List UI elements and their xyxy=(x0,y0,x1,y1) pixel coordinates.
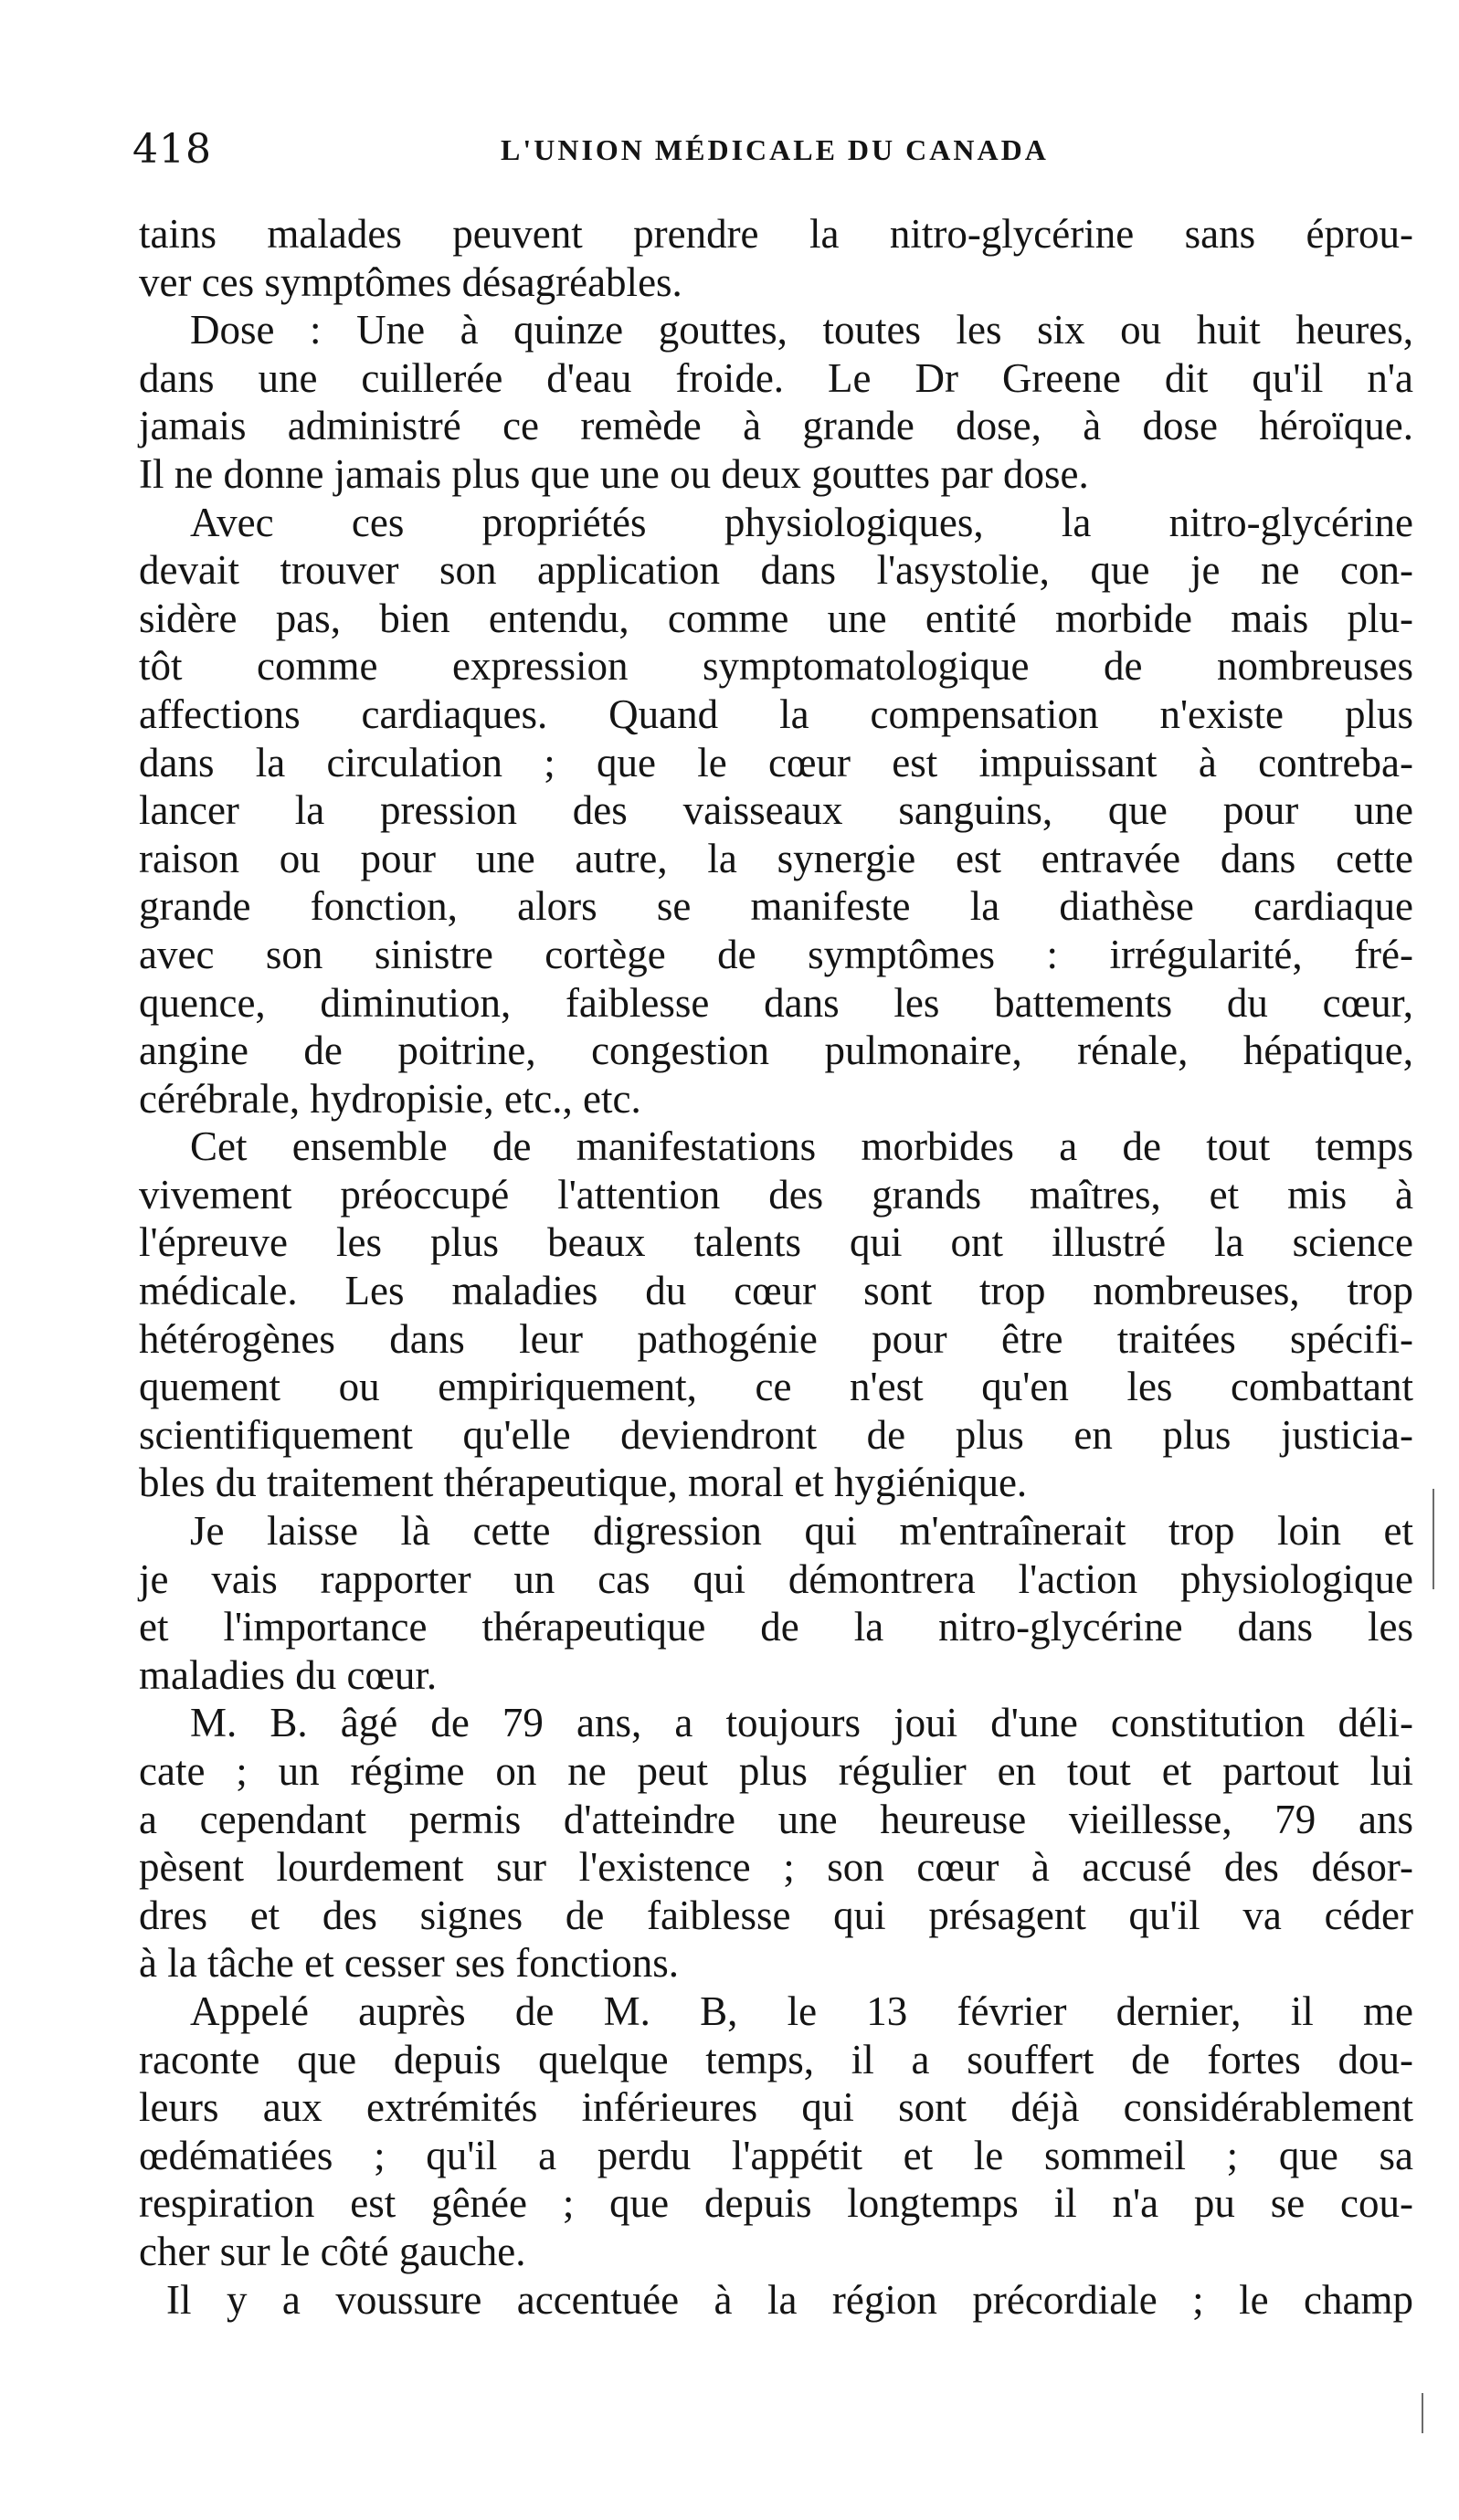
text-line: jamais administré ce remède à grande dose, à dose héroïque. xyxy=(139,403,1413,449)
paragraph xyxy=(139,1123,1413,1507)
text-line: tains malades peuvent prendre la nitro-glycérine sans éprou- xyxy=(139,211,1413,257)
text-line: cher sur le côté gauche. xyxy=(139,2228,526,2274)
text-line: dans une cuillerée d'eau froide. Le Dr Greene dit qu'il n'a xyxy=(139,354,1413,401)
text-line: M. B. âgé de 79 ans, a toujours joui d'une constitution déli- xyxy=(190,1700,1413,1746)
text-line: quence, diminution, faiblesse dans les battements du cœur, xyxy=(139,979,1413,1026)
text-line: devait trouver son application dans l'asystolie, que je ne con- xyxy=(139,547,1413,594)
text-line: ver ces symptômes désagréables. xyxy=(139,258,682,305)
text-line: tôt comme expression symptomatologique de nombreuses xyxy=(139,643,1413,690)
text-line: respiration est gênée ; que depuis longtemps il n'a pu se cou- xyxy=(139,2180,1413,2227)
text-line: cate ; un régime on ne peut plus régulier en tout et partout lui xyxy=(139,1748,1413,1794)
text-line: quement ou empiriquement, ce n'est qu'en les combattant xyxy=(139,1364,1413,1410)
scan-margin-rule xyxy=(1422,2393,1423,2433)
paragraph xyxy=(139,1988,1413,2276)
text-line: Avec ces propriétés physiologiques, la nitro-glycérine xyxy=(190,499,1413,545)
text-line: œdématiées ; qu'il a perdu l'appétit et le sommeil ; que sa xyxy=(139,2132,1413,2178)
paragraph xyxy=(139,1699,1413,1988)
body-text xyxy=(139,210,1413,2324)
text-line: avec son sinistre cortège de symptômes : irrégularité, fré- xyxy=(139,931,1413,977)
paragraph xyxy=(139,499,1413,1123)
text-line: scientifiquement qu'elle deviendront de plus en plus justicia- xyxy=(139,1411,1413,1458)
paragraph xyxy=(139,1507,1413,1699)
text-line: sidère pas, bien entendu, comme une entité morbide mais plu- xyxy=(139,595,1413,641)
running-head xyxy=(132,126,1137,181)
paragraph xyxy=(139,210,1413,306)
text-line: Il ne donne jamais plus que une ou deux gouttes par dose. xyxy=(139,450,1089,497)
text-line: pèsent lourdement sur l'existence ; son cœur à accusé des désor- xyxy=(139,1844,1413,1891)
text-line: lancer la pression des vaisseaux sanguins, que pour une xyxy=(139,787,1413,834)
text-line: vivement préoccupé l'attention des grands maîtres, et mis à xyxy=(139,1171,1413,1218)
text-line: raconte que depuis quelque temps, il a souffert de fortes dou- xyxy=(139,2036,1413,2082)
journal-title: L'UNION MÉDICALE DU CANADA xyxy=(501,133,1049,166)
text-line: je vais rapporter un cas qui démontrera l'action physiologique xyxy=(139,1555,1413,1602)
text-line: maladies du cœur. xyxy=(139,1651,438,1698)
text-line: raison ou pour une autre, la synergie est entravée dans cette xyxy=(139,835,1413,881)
text-line: dres et des signes de faiblesse qui présagent qu'il va céder xyxy=(139,1892,1413,1938)
text-line: médicale. Les maladies du cœur sont trop nombreuses, trop xyxy=(139,1268,1413,1314)
text-line: Je laisse là cette digression qui m'entraînerait trop loin et xyxy=(190,1508,1413,1555)
paragraph xyxy=(139,306,1413,498)
text-line: a cependant permis d'atteindre une heureuse vieillesse, 79 ans xyxy=(139,1796,1413,1842)
text-line: cérébrale, hydropisie, etc., etc. xyxy=(139,1075,641,1122)
text-line: hétérogènes dans leur pathogénie pour être traitées spécifi- xyxy=(139,1315,1413,1362)
text-line: affections cardiaques. Quand la compensation n'existe plus xyxy=(139,691,1413,737)
scan-margin-rule xyxy=(1433,1489,1434,1589)
text-line: angine de poitrine, congestion pulmonaire, rénale, hépatique, xyxy=(139,1028,1413,1074)
page-number: 418 xyxy=(132,126,212,173)
text-line: Il y a voussure accentuée à la région précordiale ; le champ xyxy=(166,2276,1413,2323)
paragraph xyxy=(139,2276,1413,2325)
text-line: bles du traitement thérapeutique, moral et hygiénique. xyxy=(139,1460,1028,1506)
text-line: Cet ensemble de manifestations morbides a de tout temps xyxy=(190,1123,1413,1170)
text-line: Dose : Une à quinze gouttes, toutes les six ou huit heures, xyxy=(190,307,1413,353)
text-line: Appelé auprès de M. B, le 13 février dernier, il me xyxy=(190,1988,1413,2034)
text-line: grande fonction, alors se manifeste la diathèse cardiaque xyxy=(139,883,1413,930)
text-line: à la tâche et cesser ses fonctions. xyxy=(139,1940,679,1987)
text-line: et l'importance thérapeutique de la nitro-glycérine dans les xyxy=(139,1604,1413,1650)
text-line: l'épreuve les plus beaux talents qui ont illustré la science xyxy=(139,1219,1413,1266)
text-line: leurs aux extrémités inférieures qui sont déjà considérablement xyxy=(139,2084,1413,2131)
text-line: dans la circulation ; que le cœur est impuissant à contreba- xyxy=(139,739,1413,786)
